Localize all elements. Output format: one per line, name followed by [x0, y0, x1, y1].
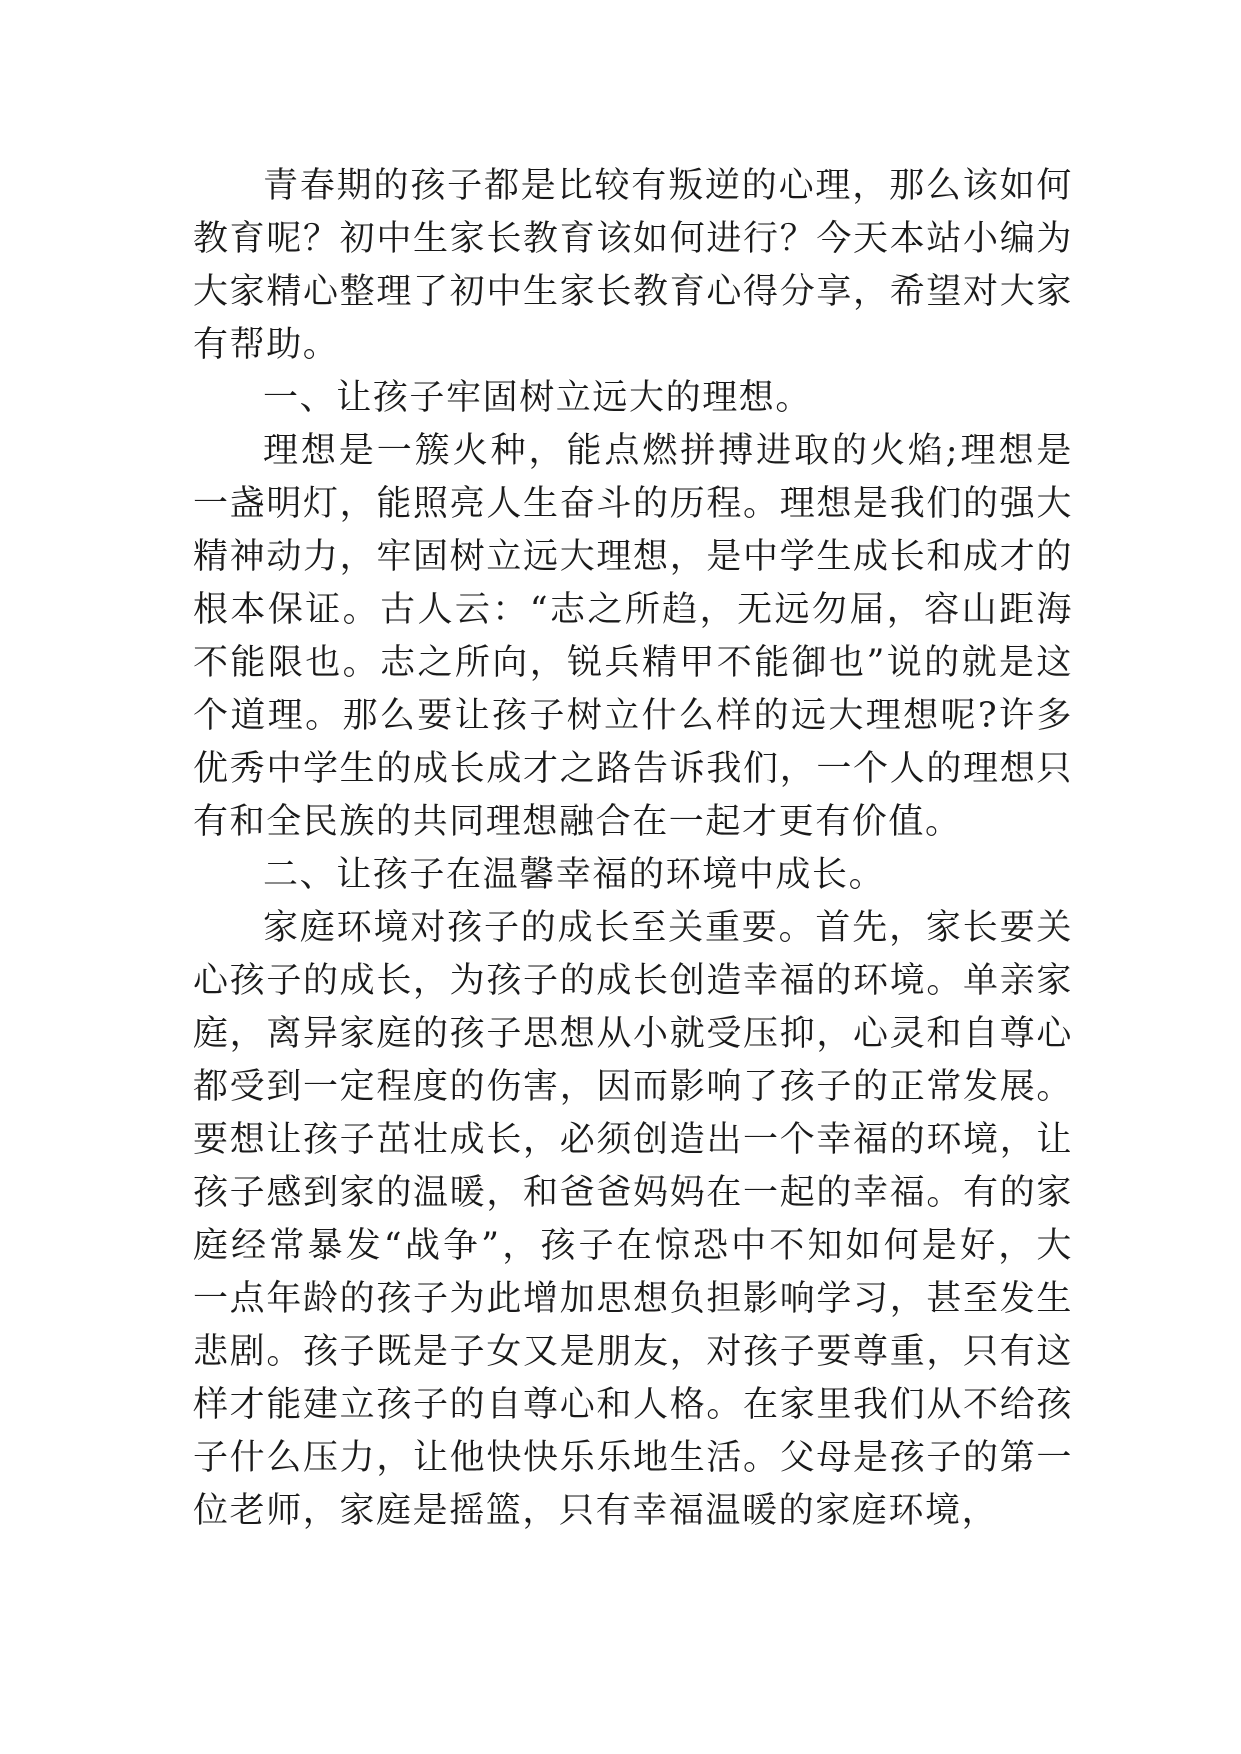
document-body: [193, 160, 1073, 1538]
section-heading-2: 二、让孩子在温馨幸福的环境中成长。: [263, 855, 886, 895]
section-heading-1: 一、让孩子牢固树立远大的理想。: [263, 378, 813, 418]
intro-paragraph: 青春期的孩子都是比较有叛逆的心理，那么该如何教育呢？初中生家长教育该如何进行？今天本站小编为大家精心整理了初中生家长教育心得分享，希望对大家有帮助。: [193, 166, 1073, 365]
section-1-paragraph: 理想是一簇火种，能点燃拼搏进取的火焰;理想是一盏明灯，能照亮人生奋斗的历程。理想是我们的强大精神动力，牢固树立远大理想，是中学生成长和成才的根本保证。古人云：“志之所趋，无远勿届，容山距海不能限也。志之所向，锐兵精甲不能御也”说的就是这个道理。那么要让孩子树立什么样的远大理想呢?许多优秀中学生的成长成才之路告诉我们，一个人的理想只有和全民族的共同理想融合在一起才更有价值。: [193, 431, 1073, 842]
section-2-paragraph: 家庭环境对孩子的成长至关重要。首先，家长要关心孩子的成长，为孩子的成长创造幸福的环境。单亲家庭，离异家庭的孩子思想从小就受压抑，心灵和自尊心都受到一定程度的伤害，因而影响了孩子的正常发展。要想让孩子茁壮成长，必须创造出一个幸福的环境，让孩子感到家的温暖，和爸爸妈妈在一起的幸福。有的家庭经常暴发“战争”，孩子在惊恐中不知如何是好，大一点年龄的孩子为此增加思想负担影响学习，甚至发生悲剧。孩子既是子女又是朋友，对孩子要尊重，只有这样才能建立孩子的自尊心和人格。在家里我们从不给孩子什么压力，让他快快乐乐地生活。父母是孩子的第一位老师，家庭是摇篮，只有幸福温暖的家庭环境，: [193, 908, 1073, 1531]
